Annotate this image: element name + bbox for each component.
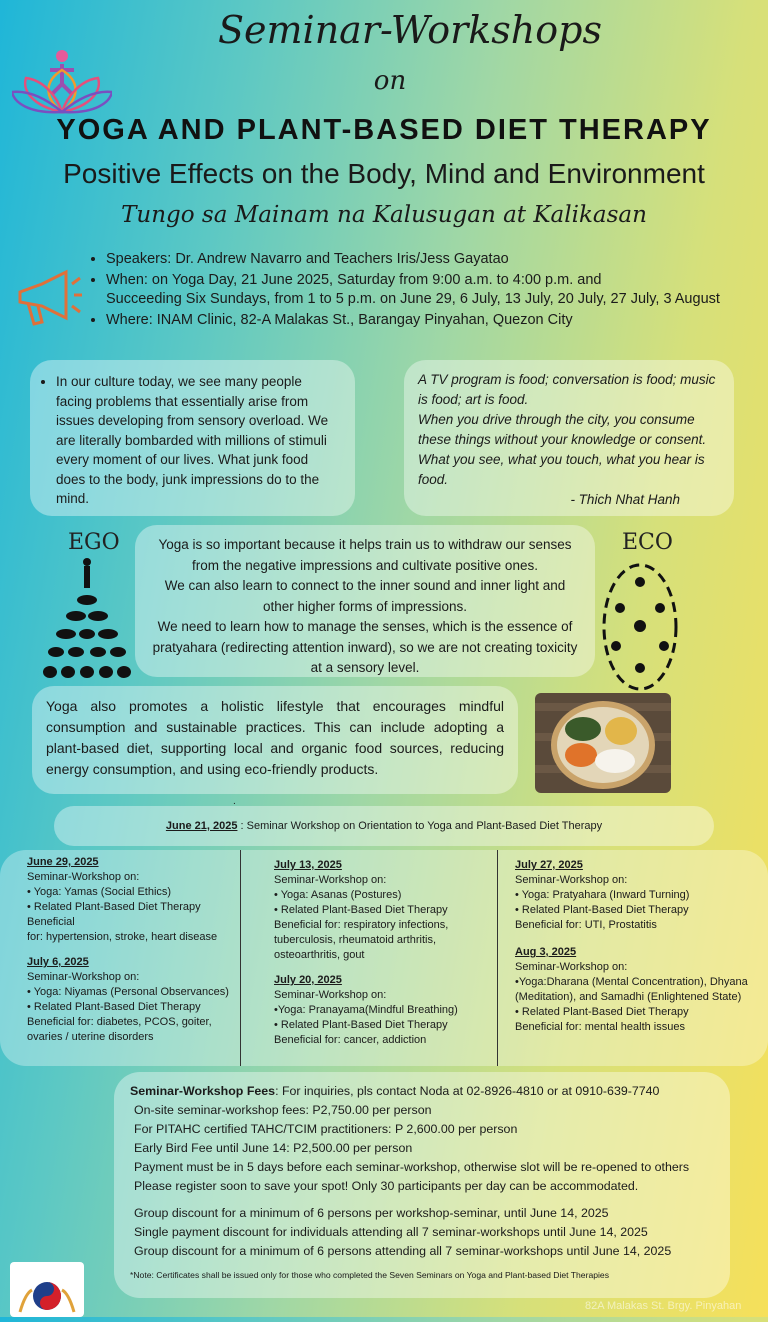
quote-author: - Thich Nhat Hanh: [570, 492, 680, 507]
script-on: on: [373, 66, 407, 96]
fee-line: Please register soon to save your spot! Only 30 participants per day can be accommodated.: [134, 1179, 639, 1193]
discount-line: Single payment discount for individuals attending all 7 seminar-workshops until June 14, 2025: [134, 1225, 648, 1239]
ego-pyramid-icon: [42, 556, 132, 690]
culture-text: • In our culture today, we see many people facing problems that essentially arise from issues developing from sensory overload. We are literally bombarded with millions of stimuli every moment of our lives. What junk food does to the body, junk impressions do to the mind.: [56, 372, 341, 509]
schedule-item: July 27, 2025 Seminar-Workshop on: • Yoga: Pratyahara (Inward Turning) • Related Plant-Based Diet Therapy Beneficial for: UTI, Prostatitis: [515, 859, 690, 931]
quote-line-3: What you see, what you touch, what you hear is food.: [418, 452, 705, 487]
fee-line: Payment must be in 5 days before each seminar-workshop, otherwise slot will be re-opened to others: [134, 1160, 690, 1174]
fee-line: On-site seminar-workshop fees: P2,750.00 per person: [134, 1103, 432, 1117]
when-text: • When: on Yoga Day, 21 June 2025, Saturday from 9:00 a.m. to 4:00 p.m. and Succeeding Six Sundays, from 1 to 5 p.m. on June 29, 6 July, 13 July, 20 July, 27 July, 3 August: [106, 271, 758, 309]
june21-panel: [54, 806, 714, 846]
yoga-text-1: Yoga is so important because it helps train us to withdraw our senses from the negative impressions and cultivate positive ones.: [158, 537, 572, 573]
inam-logo-icon: [10, 1262, 84, 1317]
fees-heading: Seminar-Workshop Fees: For inquiries, pls contact Noda at 02-8926-4810 or at 0910-639-7740: [130, 1084, 660, 1098]
where-text: • Where: INAM Clinic, 82-A Malakas St., Barangay Pinyahan, Quezon City: [106, 311, 758, 330]
tagalog-tagline: Tungo sa Mainam na Kalusugan at Kalikasan: [121, 202, 647, 228]
megaphone-icon: [12, 262, 84, 334]
yoga-text-2: We can also learn to connect to the inner sound and inner light and other higher forms of impressions.: [164, 578, 566, 614]
june21-desc: : Seminar Workshop on Orientation to Yoga and Plant-Based Diet Therapy: [237, 820, 603, 832]
quote-line-2: When you drive through the city, you consume these things without your knowledge or consent.: [418, 412, 707, 447]
schedule-col-3: [515, 858, 763, 1045]
ego-label: EGO: [68, 530, 120, 555]
speakers-text: • Speakers: Dr. Andrew Navarro and Teachers Iris/Jess Gayatao: [106, 250, 758, 269]
inam-logo: [10, 1262, 84, 1317]
discount-line: Group discount for a minimum of 6 persons attending all 7 seminar-workshops until June 14, 2025: [134, 1244, 672, 1258]
dot-marker: .: [233, 796, 236, 807]
discount-line: Group discount for a minimum of 6 persons per workshop-seminar, until June 14, 2025: [134, 1206, 609, 1220]
main-title: YOGA AND PLANT-BASED DIET THERAPY: [56, 114, 712, 146]
holistic-panel: [32, 686, 518, 794]
culture-panel: [30, 360, 355, 516]
subtitle: Positive Effects on the Body, Mind and Environment: [63, 158, 705, 189]
footer-address: 82A Malakas St. Brgy. Pinyahan: [585, 1300, 742, 1312]
schedule-panel: [0, 850, 768, 1066]
schedule-col-1: [27, 855, 237, 1055]
schedule-item: July 6, 2025 Seminar-Workshop on: • Yoga: Niyamas (Personal Observances) • Related Plant-Based Diet Therapy Beneficial for: diabetes, PCOS, goiter, ovaries / uterine disorders: [27, 956, 229, 1043]
event-details: [88, 250, 758, 332]
column-divider: [240, 850, 241, 1066]
eco-circle-icon: [600, 560, 680, 694]
yoga-importance-panel: [135, 525, 595, 677]
fee-line: For PITAHC certified TAHC/TCIM practitioners: P 2,600.00 per person: [134, 1122, 518, 1136]
schedule-item: July 13, 2025 Seminar-Workshop on: • Yoga: Asanas (Postures) • Related Plant-Based Diet Therapy Beneficial for: respiratory infections, tuberculosis, rheumatoid arthritis, osteoarthritis, gout: [274, 859, 449, 961]
fee-line: Early Bird Fee until June 14: P2,500.00 per person: [134, 1141, 413, 1155]
holistic-text: Yoga also promotes a holistic lifestyle that encourages mindful consumption and sustainable practices. This can include adopting a plant-based diet, supporting local and organic food sources, reducing energy consumption, and using eco-friendly products.: [46, 698, 504, 777]
schedule-item: July 20, 2025 Seminar-Workshop on: •Yoga: Pranayama(Mindful Breathing) • Related Plant-Based Diet Therapy Beneficial for: cancer, addiction: [274, 974, 458, 1046]
quote-panel: [404, 360, 734, 516]
schedule-item: June 29, 2025 Seminar-Workshop on: • Yoga: Yamas (Social Ethics) • Related Plant-Based Diet Therapy Beneficial for: hypertension, stroke, heart disease: [27, 856, 218, 943]
script-title: Seminar-Workshops: [218, 8, 602, 52]
june21-date: June 21, 2025: [165, 820, 238, 832]
lotus-yoga-logo-icon: [12, 40, 112, 116]
certificate-note: *Note: Certificates shall be issued only for those who completed the Seven Seminars on Yoga and Plant-based Diet Therapies: [130, 1270, 609, 1280]
schedule-item: Aug 3, 2025 Seminar-Workshop on: •Yoga:Dharana (Mental Concentration), Dhyana (Meditation), and Samadhi (Enlightened State) • Related Plant-Based Diet Therapy Beneficial for: mental health issues: [515, 946, 748, 1033]
eco-label: ECO: [622, 530, 673, 555]
column-divider: [497, 850, 498, 1066]
food-bowl-image: [535, 693, 671, 793]
quote-line-1: A TV program is food; conversation is food; music is food; art is food.: [418, 372, 716, 407]
fees-panel: [114, 1072, 730, 1298]
yoga-text-3: We need to learn how to manage the senses, which is the essence of pratyahara (redirecting attention inward), so we are not creating toxicity at a sensory level.: [152, 619, 578, 675]
schedule-col-2: [274, 858, 489, 1058]
